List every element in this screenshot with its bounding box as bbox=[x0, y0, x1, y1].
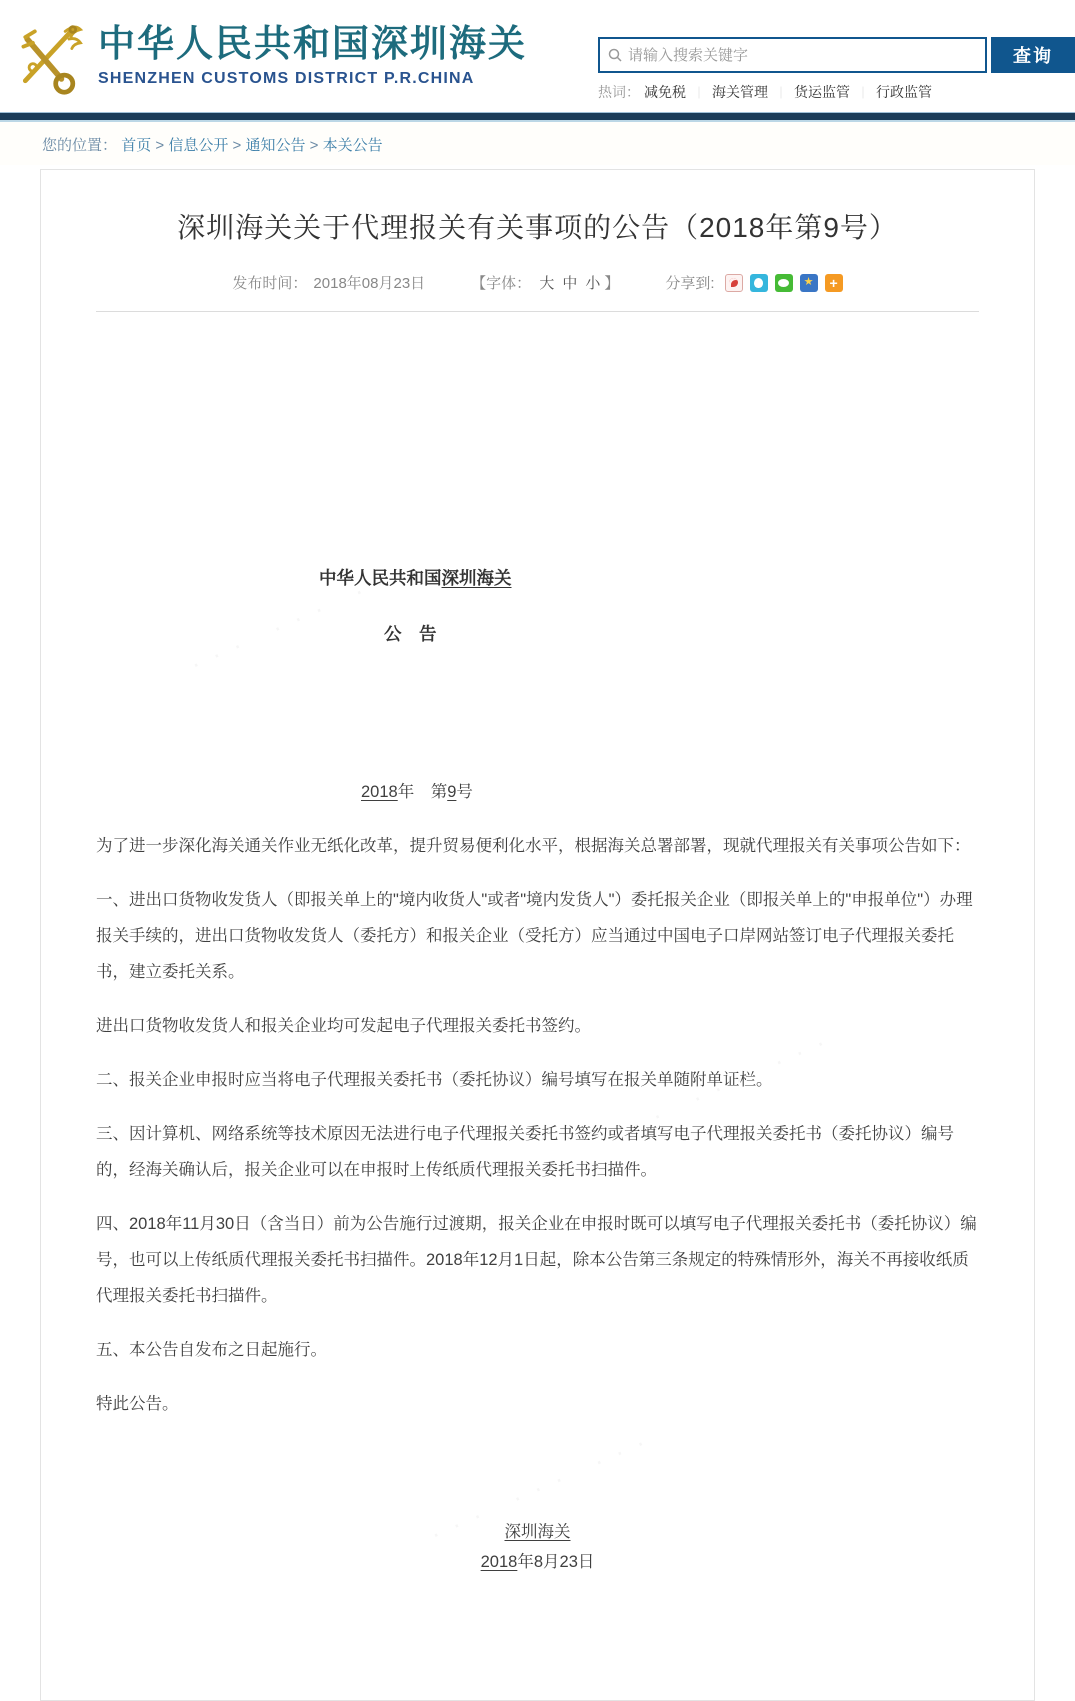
customs-emblem-logo bbox=[12, 18, 88, 98]
document-paragraph: 五、本公告自发布之日起施行。 bbox=[96, 1341, 327, 1359]
breadcrumb-label: 您的位置： bbox=[42, 137, 118, 154]
issue-number: 9 bbox=[447, 783, 457, 801]
document-paragraph: 进出口货物收发货人和报关企业均可发起电子代理报关委托书签约。 bbox=[96, 1017, 591, 1035]
breadcrumb-link[interactable]: > 本关公告 bbox=[305, 137, 382, 154]
issue-gap bbox=[414, 783, 431, 801]
document-paragraph: 为了进一步深化海关通关作业无纸化改革，提升贸易便利化水平，根据海关总署部署，现就代理报关有关事项公告如下： bbox=[96, 837, 971, 855]
page-title: 深圳海关关于代理报关有关事项的公告（2018年第9号） bbox=[177, 212, 898, 243]
hot-word-link[interactable]: ｜ 海关管理 bbox=[686, 84, 768, 100]
breadcrumb-link[interactable]: > 通知公告 bbox=[228, 137, 305, 154]
issue-year: 2018 bbox=[361, 783, 398, 801]
document-issuer-line bbox=[319, 560, 979, 596]
font-size-options bbox=[531, 275, 604, 292]
font-label-close: 】 bbox=[604, 275, 620, 292]
signature-date-line bbox=[96, 1544, 979, 1580]
publish-date: 2018年08月23日 bbox=[313, 275, 426, 292]
breadcrumb-link[interactable]: > 信息公开 bbox=[151, 137, 228, 154]
issue-no-prefix: 第 bbox=[430, 783, 448, 801]
tencent-weibo-share-icon[interactable] bbox=[750, 274, 768, 292]
article-meta bbox=[96, 272, 979, 293]
hot-word-link[interactable]: ｜ 行政监管 bbox=[850, 84, 932, 100]
font-size-option[interactable]: 小 bbox=[585, 275, 601, 292]
font-size-option[interactable]: 中 bbox=[562, 275, 578, 292]
sina-weibo-share-icon[interactable] bbox=[725, 274, 743, 292]
more-share-icon[interactable]: + bbox=[825, 274, 843, 292]
font-size-control bbox=[471, 272, 619, 293]
announcement-document bbox=[96, 560, 979, 1580]
breadcrumb bbox=[0, 122, 1075, 165]
document-paragraph: 三、因计算机、网络系统等技术原因无法进行电子代理报关委托书签约或者填写电子代理报关委托书（委托协议）编号的，经海关确认后，报关企业可以在申报时上传纸质代理报关委托书扫描件。 bbox=[96, 1125, 954, 1179]
issuer-prefix: 中华人民共和国 bbox=[319, 568, 442, 588]
meta-divider bbox=[96, 311, 979, 312]
search-area bbox=[598, 37, 1075, 102]
document-type-heading: 公 告 bbox=[384, 624, 437, 644]
signature-date-rest: 年8月23日 bbox=[517, 1553, 595, 1571]
issuer-name: 深圳海关 bbox=[441, 568, 512, 588]
document-paragraph: 一、进出口货物收发货人（即报关单上的"境内收货人"或者"境内发货人"）委托报关企业（即报关单上的"申报单位"）办理报关手续的，进出口货物收发货人（委托方）和报关企业（受托方）应当通过中国电子口岸网站签订电子代理报关委托书，建立委托关系。 bbox=[96, 891, 973, 981]
search-submit-button[interactable]: 查询 bbox=[991, 37, 1075, 73]
document-paragraph: 二、报关企业申报时应当将电子代理报关委托书（委托协议）编号填写在报关单随附单证栏。 bbox=[96, 1071, 773, 1089]
issue-no-suffix: 号 bbox=[456, 783, 473, 801]
hot-words-label: 热词： bbox=[598, 84, 640, 100]
search-input[interactable] bbox=[628, 47, 977, 64]
breadcrumb-link[interactable]: 首页 bbox=[121, 137, 152, 154]
hot-word-link[interactable]: ｜ 货运监管 bbox=[768, 84, 850, 100]
publish-time-label: 发布时间： bbox=[232, 275, 308, 292]
signature-org: 深圳海关 bbox=[504, 1523, 571, 1541]
share-label: 分享到: bbox=[665, 275, 715, 292]
search-icon bbox=[608, 48, 622, 62]
site-title-english: SHENZHEN CUSTOMS DISTRICT P.R.CHINA bbox=[98, 70, 475, 88]
article-container bbox=[40, 169, 1035, 1701]
hot-word-link[interactable]: 减免税 bbox=[644, 84, 686, 100]
issue-year-suffix: 年 bbox=[397, 783, 415, 801]
site-header bbox=[0, 0, 1075, 112]
header-divider-band bbox=[0, 112, 1075, 122]
share-icons bbox=[725, 274, 843, 292]
issue-number-line bbox=[361, 774, 979, 810]
wechat-share-icon[interactable] bbox=[775, 274, 793, 292]
breadcrumb-list bbox=[117, 137, 383, 154]
search-box bbox=[598, 37, 987, 73]
font-size-option[interactable]: 大 bbox=[539, 275, 555, 292]
document-paragraph: 特此公告。 bbox=[96, 1395, 179, 1413]
qzone-share-icon[interactable]: ★ bbox=[800, 274, 818, 292]
hot-words-list bbox=[644, 82, 932, 102]
site-title-chinese: 中华人民共和国深圳海关 bbox=[98, 23, 527, 64]
hot-words bbox=[598, 82, 1075, 102]
font-label-open: 【字体： bbox=[471, 275, 532, 292]
document-paragraphs bbox=[96, 828, 979, 1422]
document-paragraph: 四、2018年11月30日（含当日）前为公告施行过渡期，报关企业在申报时既可以填写电子代理报关委托书（委托协议）编号，也可以上传纸质代理报关委托书扫描件。2018年12月1日起，除本公告第三条规定的特殊情形外，海关不再接收纸质代理报关委托书扫描件。 bbox=[96, 1215, 977, 1305]
signature-date-year: 2018 bbox=[480, 1553, 518, 1571]
